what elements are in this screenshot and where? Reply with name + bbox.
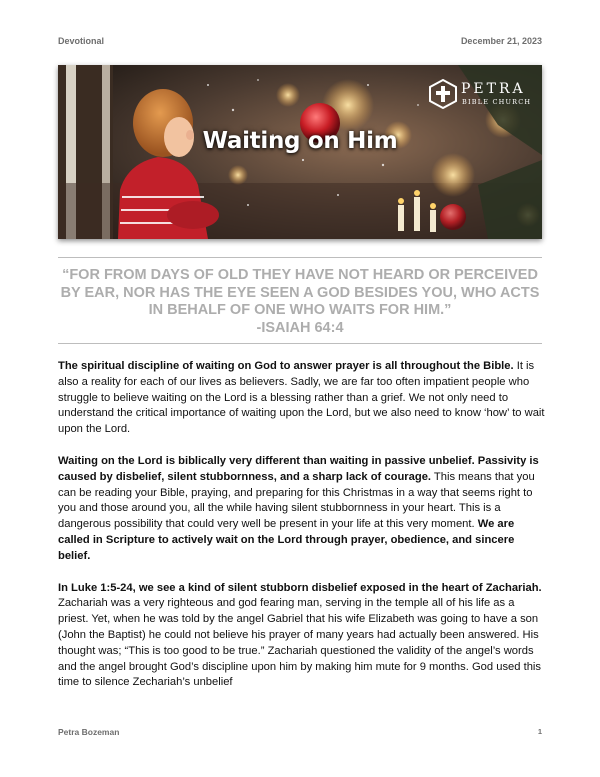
paragraph-lead: In Luke 1:5-24, we see a kind of silent stubborn disbelief exposed in the heart of Zachariah.	[58, 581, 542, 594]
paragraph-lead: Waiting on the Lord is biblically very different than waiting in passive unbelief. Passivity is caused by disbelief, silent stubbornness, and a sharp lack of courage.	[58, 454, 539, 483]
logo-subtitle: BIBLE CHURCH	[462, 98, 532, 106]
banner-title: Waiting on Him	[202, 128, 398, 154]
paragraph	[58, 359, 548, 438]
banner-image	[58, 65, 542, 239]
scripture-reference: -ISAIAH 64:4	[256, 320, 344, 336]
paragraph-text: This means that you can be reading your Bible, praying, and preparing for this Christmas in a way that seems right to you and those around you, all the while having silent stubbornness in your heart. This is a dangerous possibility that could very well be present in your life at this very moment.	[58, 470, 535, 531]
paragraph-tail: We are called in Scripture to actively wait on the Lord through prayer, obedience, and sincere belief.	[58, 518, 515, 562]
header-date: December 21, 2023	[460, 36, 542, 46]
paragraph	[58, 454, 548, 565]
divider-top	[58, 257, 542, 258]
footer-author: Petra Bozeman	[58, 727, 120, 737]
cross-shield-icon	[428, 79, 458, 109]
paragraph	[58, 581, 548, 692]
devotional-body	[58, 359, 548, 707]
logo-name: PETRA	[461, 81, 526, 97]
paragraph-lead: The spiritual discipline of waiting on God to answer prayer is all throughout the Bible.	[58, 360, 514, 372]
page-number: 1	[537, 727, 542, 736]
header-section: Devotional	[58, 36, 105, 46]
divider-bottom	[58, 343, 542, 344]
church-logo	[428, 79, 538, 111]
scripture-quote: “FOR FROM DAYS OF OLD THEY HAVE NOT HEARD OR PERCEIVED BY EAR, NOR HAS THE EYE SEEN A GOD BESIDES YOU, WHO ACTS IN BEHALF OF ONE WHO WAITS FOR HIM.”	[60, 267, 540, 318]
page-header	[58, 36, 542, 50]
paragraph-text: It is also a reality for each of our lives as believers. Sadly, we are far too often impatient people who struggle to believe waiting on the Lord is a blessing rather than a grief. We not only need to understand the critical importance of waiting upon the Lord, but we also need to know ‘how’ to wait upon the Lord.	[58, 360, 545, 436]
paragraph-text: Zachariah was a very righteous and god fearing man, serving in the temple all of his life as a priest. Yet, when he was told by the angel Gabriel that his wife Elizabeth was going to have a son (John the Baptist) he could not believe his prayer of many years had actually been answered. His thought was; “This is too good to be true.” Zachariah questioned the validity of the angel’s words and the angel brought God’s discipline upon him by making him mute for 9 months. God used this time to silence Zechariah’s unbelief	[58, 597, 541, 689]
